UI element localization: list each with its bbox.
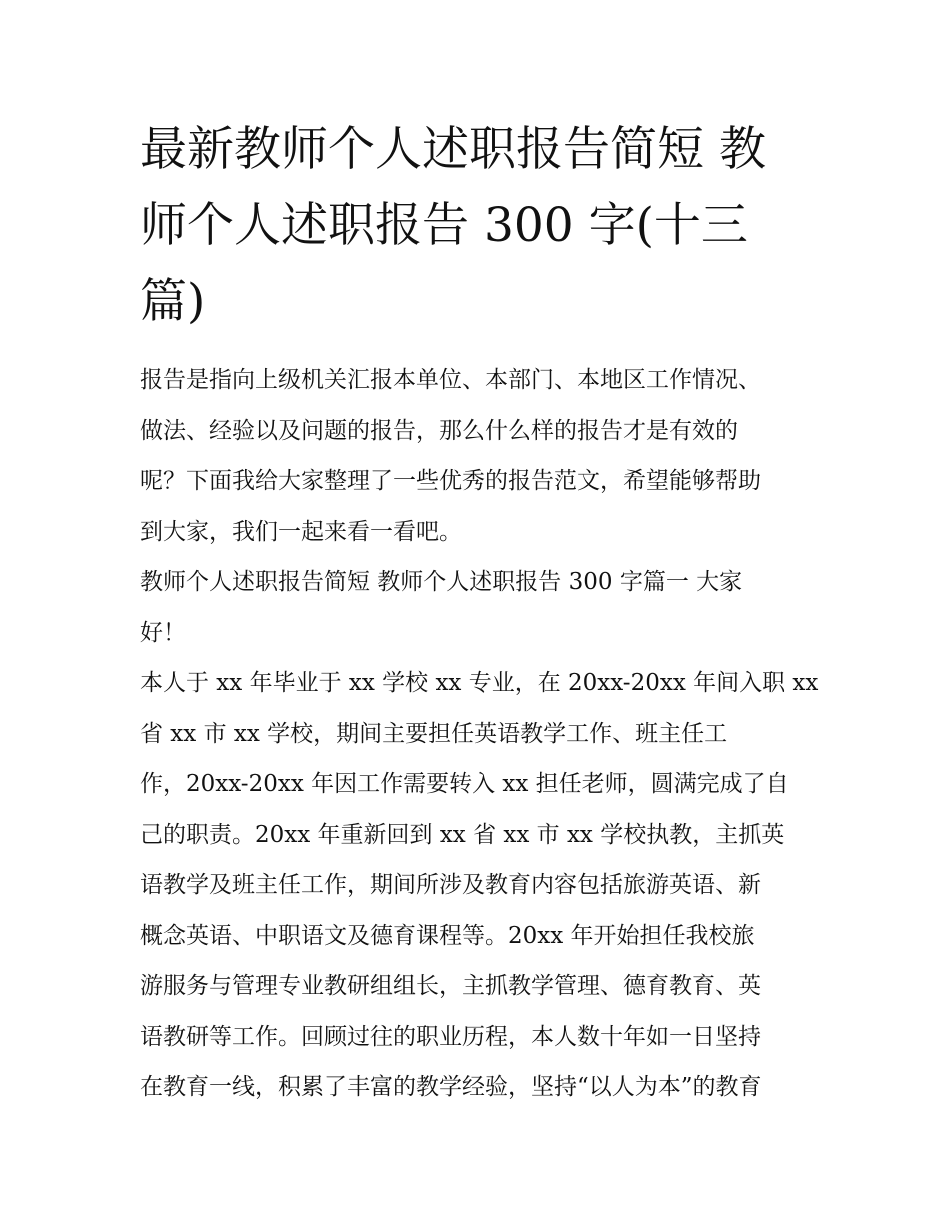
- body-line: 语教研等工作。回顾过往的职业历程，本人数十年如一日坚持: [140, 1023, 761, 1050]
- title-line: 篇): [140, 274, 206, 329]
- document-title: [140, 112, 820, 340]
- body-line: 游服务与管理专业教研组组长，主抓教学管理、德育教育、英: [140, 973, 761, 999]
- body-line: 本人于 xx 年毕业于 xx 学校 xx 专业，在 20xx-20xx 年间入职 xx: [140, 670, 819, 696]
- body-line: 己的职责。20xx 年重新回到 xx 省 xx 市 xx 学校执教，主抓英: [140, 821, 785, 848]
- body-line: 教师个人述职报告简短 教师个人述职报告 300 字篇一 大家: [140, 569, 743, 595]
- title-line: 师个人述职报告 300 字(十三: [140, 198, 748, 253]
- body-line: 作，20xx-20xx 年因工作需要转入 xx 担任老师，圆满完成了自: [140, 771, 789, 797]
- body-line: 呢？下面我给大家整理了一些优秀的报告范文，希望能够帮助: [140, 468, 761, 494]
- document-body: [140, 355, 820, 1113]
- body-line: 报告是指向上级机关汇报本单位、本部门、本地区工作情况、: [140, 367, 761, 393]
- body-line: 省 xx 市 xx 学校，期间主要担任英语教学工作、班主任工: [140, 720, 728, 747]
- body-line: 做法、经验以及问题的报告，那么什么样的报告才是有效的: [140, 417, 738, 444]
- body-line: 好！: [140, 619, 186, 646]
- body-line: 到大家，我们一起来看一看吧。: [140, 518, 462, 545]
- title-line: 最新教师个人述职报告简短 教: [140, 122, 766, 177]
- body-line: 语教学及班主任工作，期间所涉及教育内容包括旅游英语、新: [140, 872, 761, 898]
- body-line: 在教育一线，积累了丰富的教学经验，坚持“以人为本”的教育: [140, 1074, 762, 1100]
- body-line: 概念英语、中职语文及德育课程等。20xx 年开始担任我校旅: [140, 922, 755, 949]
